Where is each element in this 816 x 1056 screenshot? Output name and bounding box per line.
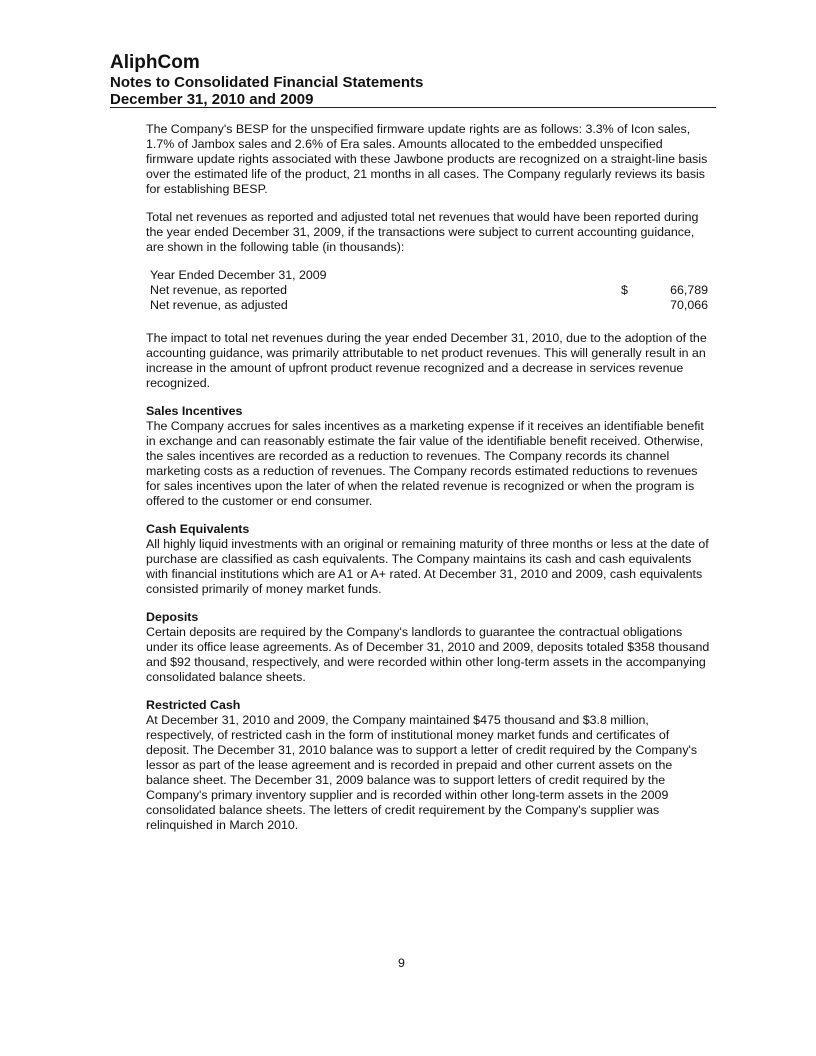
table-row <box>146 283 712 298</box>
section-deposits <box>146 610 712 685</box>
header-divider <box>110 107 716 108</box>
section-heading: Deposits <box>146 610 199 624</box>
revenue-table <box>146 268 712 313</box>
impact-paragraph: The impact to total net revenues during the year ended December 31, 2010, due to the adoption of the accounting guidance, was primarily attributable to net product revenues. This will generally result in an increase in the amount of upfront product revenue recognized and a decrease in services revenue recognized. <box>146 331 707 390</box>
row-value: 66,789 <box>670 283 708 297</box>
section-heading: Cash Equivalents <box>146 522 250 536</box>
section-sales-incentives <box>146 404 712 509</box>
table-caption: Year Ended December 31, 2009 <box>150 268 327 282</box>
company-name: AliphCom <box>110 52 200 73</box>
page-header <box>110 52 716 108</box>
section-heading: Restricted Cash <box>146 698 241 712</box>
table-row <box>146 298 712 313</box>
table-caption-row <box>146 268 712 283</box>
revenue-intro-paragraph: Total net revenues as reported and adjusted total net revenues that would have been reported during the year ended December 31, 2009, if the transactions were subject to current accounting guidance, are shown in the following table (in thousands): <box>146 210 699 254</box>
besp-paragraph: The Company's BESP for the unspecified firmware update rights are as follows: 3.3% of Icon sales, 1.7% of Jambox sales and 2.6% of Era sales. Amounts allocated to the embedded unspecified firmware update rights associated with these Jawbone products are recognized on a straight-line basis over the estimated life of the product, 21 months in all cases. The Company regularly reviews its basis for establishing BESP. <box>146 122 708 196</box>
page-content <box>146 122 712 846</box>
section-heading: Sales Incentives <box>146 404 243 418</box>
section-body: The Company accrues for sales incentives as a marketing expense if it receives an identifiable benefit in exchange and can reasonably estimate the fair value of the identifiable benefit received. Otherwise, the sales incentives are recorded as a reduction to revenues. The Company records its channel marketing costs as a reduction of revenues. The Company records estimated reductions to revenues for sales incentives upon the later of when the related revenue is recognized or when the program is offered to the customer or end consumer. <box>146 419 704 508</box>
page-number: 9 <box>398 956 405 970</box>
section-body: All highly liquid investments with an original or remaining maturity of three months or less at the date of purchase are classified as cash equivalents. The Company maintains its cash and cash equivalents with financial institutions which are A1 or A+ rated. At December 31, 2010 and 2009, cash equivalents consisted primarily of money market funds. <box>146 537 709 596</box>
section-restricted-cash <box>146 698 712 833</box>
row-label: Net revenue, as adjusted <box>150 298 288 312</box>
document-date: December 31, 2010 and 2009 <box>110 91 314 108</box>
row-label: Net revenue, as reported <box>150 283 288 297</box>
section-body: At December 31, 2010 and 2009, the Company maintained $475 thousand and $3.8 million, respectively, of restricted cash in the form of institutional money market funds and certificates of deposit. The December 31, 2010 balance was to support a letter of credit required by the Company's lessor as part of the lease agreement and is recorded in prepaid and other current assets on the balance sheet. The December 31, 2009 balance was to support letters of credit required by the Company's primary inventory supplier and is recorded within other long-term assets in the 2009 consolidated balance sheets. The letters of credit requirement by the Company's supplier was relinquished in March 2010. <box>146 713 698 832</box>
section-cash-equivalents <box>146 522 712 597</box>
currency-symbol: $ <box>621 283 628 297</box>
section-body: Certain deposits are required by the Company's landlords to guarantee the contractual obligations under its office lease agreements. As of December 31, 2010 and 2009, deposits totaled $358 thousand and $92 thousand, respectively, and were recorded within other long-term assets in the accompanying consolidated balance sheets. <box>146 625 710 684</box>
document-title: Notes to Consolidated Financial Statements <box>110 74 424 91</box>
row-value: 70,066 <box>670 298 708 312</box>
